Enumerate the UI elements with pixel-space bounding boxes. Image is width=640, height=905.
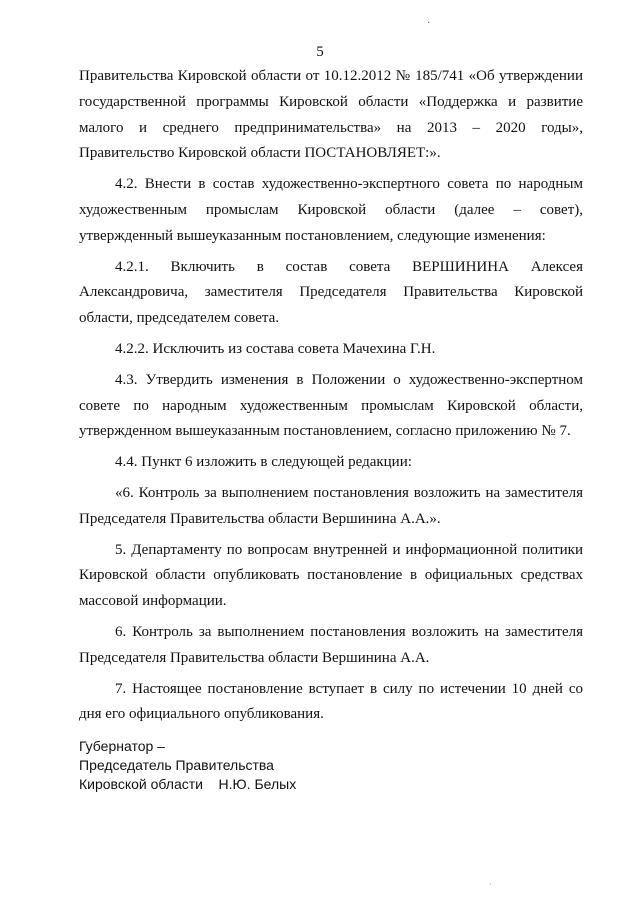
paragraph-5: 5. Департаменту по вопросам внутренней и информационной политики Кировской области опубликовать постановление в официальных средствах массовой информации. <box>79 541 583 610</box>
signature-name-line: Кировской области Н.Ю. Белых <box>79 776 297 792</box>
paragraph-4-3: 4.3. Утвердить изменения в Положении о художественно-экспертном совете по народным художественным промыслам Кировской области, утвержденном вышеуказанным постановлением, согласно приложению № 7. <box>79 371 583 440</box>
paragraph-4-4-quote: «6. Контроль за выполнением постановления возложить на заместителя Председателя Правительства области Вершинина А.А.». <box>79 484 583 527</box>
document-body <box>79 64 583 728</box>
paragraph-6: 6. Контроль за выполнением постановления возложить на заместителя Председателя Правительства области Вершинина А.А. <box>79 623 583 666</box>
scan-speck: · <box>427 18 431 29</box>
paragraph-4-2: 4.2. Внести в состав художественно-экспертного совета по народным художественным промыслам Кировской области (далее – совет), утвержденный вышеуказанным постановлением, следующие изменения: <box>79 176 583 244</box>
signature-title-governor: Губернатор – <box>79 738 165 754</box>
paragraph-7: 7. Настоящее постановление вступает в силу по истечении 10 дней со дня его официального опубликования. <box>79 680 583 723</box>
paragraph-preamble-continuation: Правительства Кировской области от 10.12.2012 № 185/741 «Об утверждении государственной программы Кировской области «Поддержка и развитие малого и среднего предпринимательства» на 2013 – 2020 годы», Правительство Кировской области ПОСТАНОВЛЯЕТ:». <box>79 68 583 162</box>
signature-block <box>79 737 296 794</box>
paragraph-4-4: 4.4. Пункт 6 изложить в следующей редакции: <box>115 454 412 471</box>
signature-title-chairman: Председатель Правительства <box>79 757 274 773</box>
page-number: 5 <box>316 44 324 60</box>
scan-speck: · <box>489 880 492 889</box>
paragraph-4-2-2: 4.2.2. Исключить из состава совета Мачехина Г.Н. <box>115 340 436 357</box>
paragraph-4-2-1: 4.2.1. Включить в состав совета ВЕРШИНИНА Алексея Александровича, заместителя Председателя Правительства Кировской области, председателем совета. <box>79 258 583 327</box>
